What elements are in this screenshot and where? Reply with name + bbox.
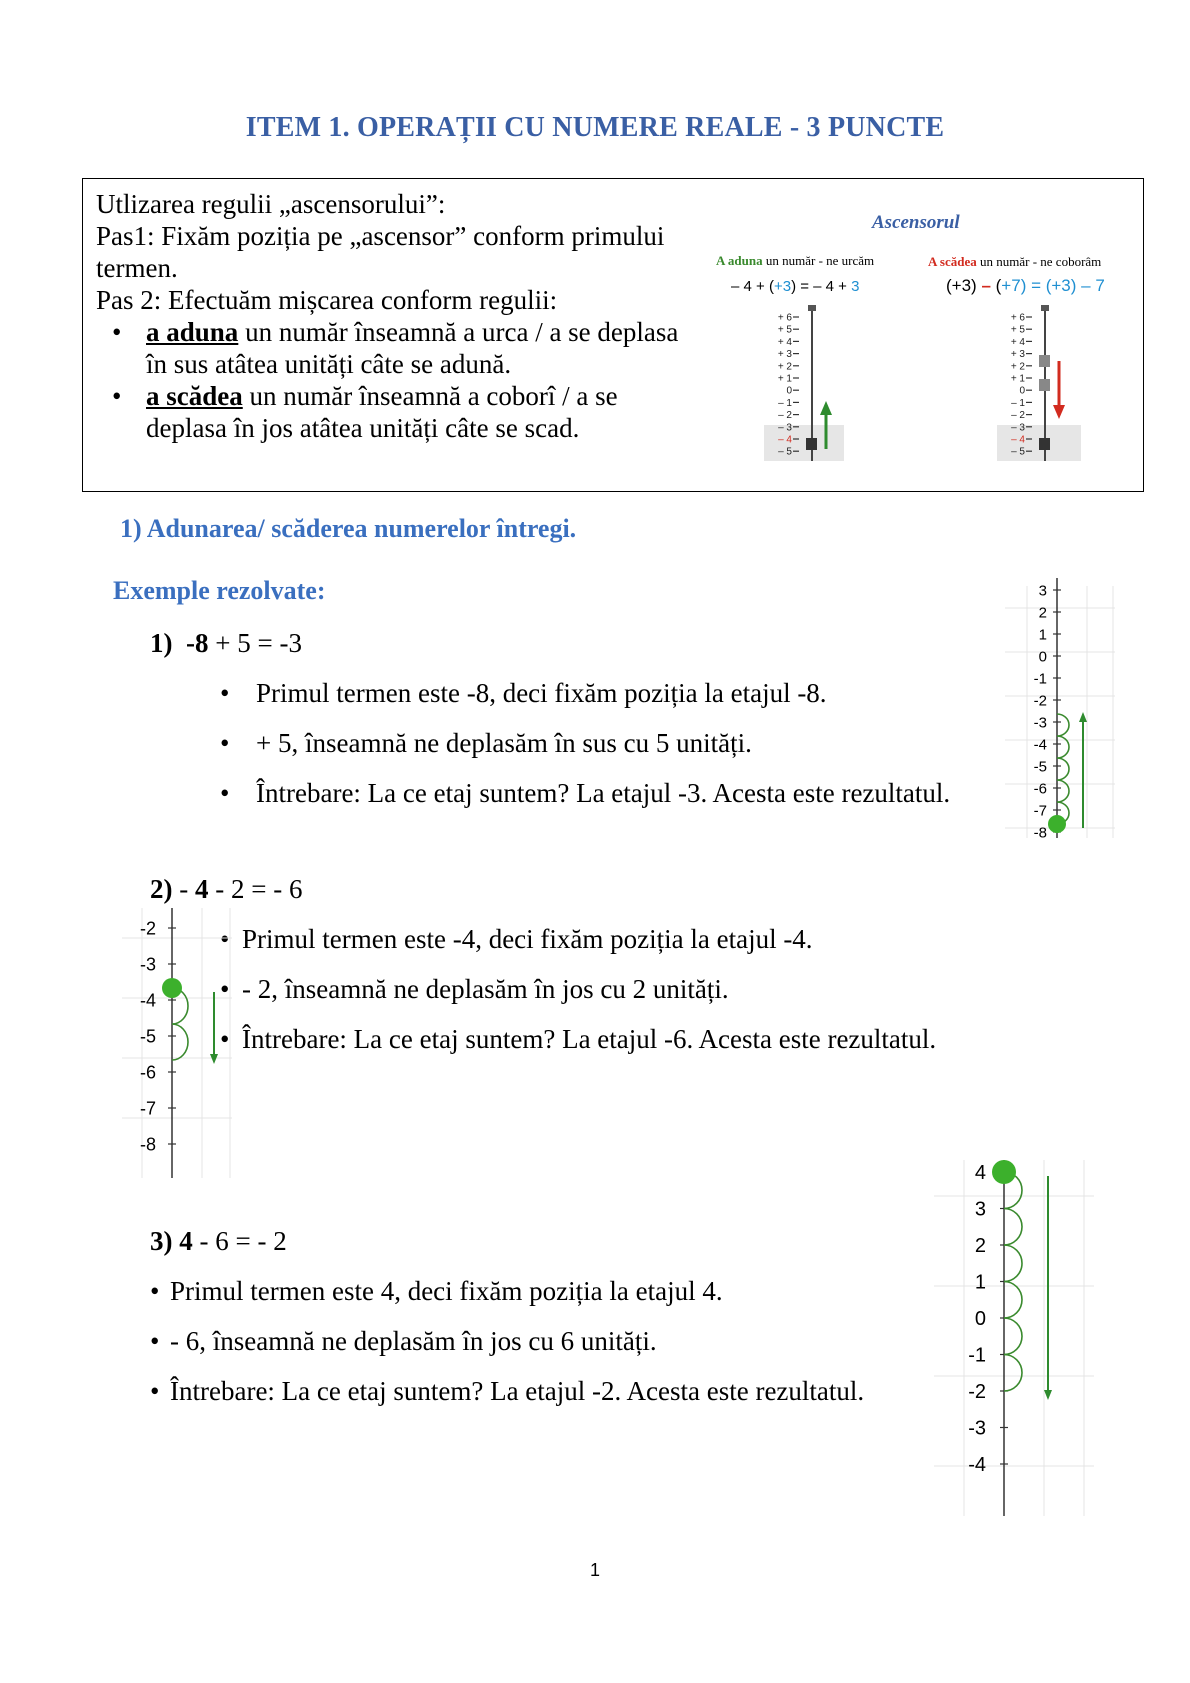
axis-tick-label: -1 — [1033, 670, 1047, 688]
down-arrow-icon — [1053, 405, 1065, 419]
examples-heading: Exemple rezolvate: — [113, 576, 326, 605]
axis-tick-label: -3 — [968, 1417, 986, 1440]
rule-bullet-sub-text-2: deplasa în jos atâtea unități câte se scad. — [146, 413, 580, 443]
example-expression-rest: - 2 = - 6 — [208, 874, 303, 904]
axis-tick-label: – 5 — [778, 446, 792, 458]
elevator-car-mid — [1039, 379, 1050, 391]
axis-tick-label: -5 — [1033, 758, 1047, 776]
rule-bullet-add-text: un număr înseamnă a urca / a se deplasa — [238, 317, 679, 347]
example-number: 1) — [150, 628, 173, 658]
axis-tick-label: -2 — [1033, 692, 1047, 710]
rule-bullet-add — [96, 316, 706, 380]
number-line-example-3 — [934, 1160, 1094, 1516]
axis-tick-label: 2 — [1038, 604, 1047, 622]
rule-line-4: Pas 2: Efectuăm mișcarea conform regulii: — [96, 285, 558, 315]
axis-tick-label: + 3 — [777, 349, 792, 361]
bullet-text: - 2, înseamnă ne deplasăm în jos cu 2 unități. — [242, 974, 729, 1004]
bullet-dot: • — [150, 1276, 160, 1306]
rule-bullets — [96, 316, 706, 444]
up-arrow-icon — [820, 401, 832, 415]
bullet-dot: • — [220, 778, 230, 808]
example-expression-rest: + 5 = -3 — [208, 628, 302, 658]
elevator-sub-diagram — [993, 305, 1085, 463]
elevator-car — [806, 438, 817, 450]
axis-tick-label: -1 — [968, 1344, 986, 1367]
elevator-shade — [764, 425, 844, 461]
rule-text — [96, 188, 706, 444]
axis-tick-label: – 1 — [1011, 397, 1025, 409]
start-point-marker — [162, 978, 182, 998]
axis-tick-label: -7 — [139, 1098, 156, 1119]
example-first-term: 4 — [179, 1226, 193, 1256]
axis-tick-label: + 2 — [777, 361, 792, 373]
elevator-top-cap — [808, 305, 816, 311]
example-expression-pre: - — [172, 874, 195, 904]
bullet-dot: • — [220, 678, 230, 708]
keyword-sub: a scădea — [146, 381, 243, 411]
axis-tick-label: + 6 — [1010, 312, 1025, 324]
axis-tick-label: 1 — [1038, 626, 1047, 644]
jump-arc — [1057, 736, 1069, 758]
bullet-text: + 5, înseamnă ne deplasăm în sus cu 5 unități. — [256, 728, 752, 758]
bullet-dot: • — [220, 924, 230, 954]
number-line-example-1 — [1005, 576, 1117, 838]
axis-tick-label: + 5 — [1010, 324, 1025, 336]
axis-tick-label: 2 — [974, 1235, 986, 1257]
bullet-dot: • — [150, 1326, 160, 1356]
example-first-term: 4 — [195, 874, 209, 904]
bullet-text: Întrebare: La ce etaj suntem? La etajul -2. Acesta este rezultatul. — [170, 1376, 865, 1406]
rule-line-3: termen. — [96, 253, 178, 283]
axis-tick-label: -3 — [1033, 714, 1047, 732]
elevator-top-cap — [1041, 305, 1049, 311]
start-point-marker — [992, 1160, 1016, 1184]
axis-tick-label: -8 — [1033, 824, 1047, 838]
sub-formula-part-3: ( — [990, 276, 1002, 295]
bullet-dot: • — [220, 728, 230, 758]
elevator-car-end — [1039, 438, 1050, 450]
sub-caption-text: un număr - ne coborâm — [976, 254, 1102, 269]
start-point-marker — [1048, 815, 1066, 833]
add-caption-text: un număr - ne urcăm — [762, 253, 875, 268]
sub-formula-part-1: (+3) — [946, 276, 982, 295]
rule-bullet-sub — [96, 380, 706, 444]
jump-arc — [1004, 1245, 1022, 1282]
axis-tick-label: – 2 — [1011, 410, 1025, 422]
example-1-expression — [150, 628, 302, 659]
example-1-bullet-2 — [220, 728, 752, 759]
axis-tick-label: – 3 — [1011, 422, 1025, 434]
add-formula-part-1: – 4 + ( — [731, 278, 774, 295]
axis-tick-label: 3 — [974, 1198, 986, 1221]
sub-caption-keyword: A scădea — [928, 254, 977, 269]
axis-tick-label: 0 — [1019, 385, 1025, 397]
up-arrow-icon — [1079, 712, 1087, 722]
axis-tick-label: 0 — [974, 1308, 986, 1330]
axis-tick-label: – 3 — [778, 422, 792, 434]
axis-tick-label: 3 — [1038, 582, 1047, 600]
jump-arc — [172, 1024, 188, 1060]
bullet-text: Întrebare: La ce etaj suntem? La etajul -6. Acesta este rezultatul. — [242, 1024, 937, 1054]
rule-bullet-sub-text: un număr înseamnă a coborî / a se — [242, 381, 618, 411]
sub-formula-part-6: – 7 — [1081, 276, 1105, 295]
axis-tick-label: – 5 — [1011, 446, 1025, 458]
bullet-dot: • — [220, 974, 230, 1004]
rule-bullet-add-text-2: în sus atâtea unități câte se adună. — [146, 349, 512, 379]
sub-formula — [946, 276, 1105, 296]
axis-tick-label: 0 — [1038, 648, 1047, 666]
example-number: 2) — [150, 874, 173, 904]
add-caption-keyword: A aduna — [716, 253, 763, 268]
add-formula — [731, 278, 859, 295]
page-number: 1 — [589, 1560, 600, 1580]
axis-tick-label: -2 — [968, 1381, 986, 1403]
keyword-add: a aduna — [146, 317, 239, 347]
elevator-car-start — [1039, 355, 1050, 367]
bullet-text: - 6, înseamnă ne deplasăm în jos cu 6 unități. — [170, 1326, 657, 1356]
jump-arc — [1004, 1209, 1022, 1246]
add-formula-part-4: 3 — [851, 278, 860, 295]
add-formula-part-2: +3 — [773, 278, 792, 295]
axis-tick-label: – 2 — [778, 410, 792, 422]
example-3-bullet-2 — [150, 1326, 657, 1357]
example-2-expression — [150, 874, 302, 905]
sub-formula-part-5: ) = (+3) — [1020, 276, 1082, 295]
axis-tick-label: – 4 — [778, 434, 792, 446]
axis-tick-label: + 5 — [777, 324, 792, 336]
axis-tick-label: – 4 — [1011, 434, 1025, 446]
bullet-text: Întrebare: La ce etaj suntem? La etajul -3. Acesta este rezultatul. — [256, 778, 951, 808]
down-arrow-icon — [1044, 1390, 1052, 1400]
axis-tick-label: + 3 — [1010, 349, 1025, 361]
bullet-dot: • — [220, 1024, 230, 1054]
axis-tick-label: -5 — [139, 1026, 156, 1047]
axis-tick-label: -6 — [1033, 780, 1047, 798]
down-arrow-icon — [210, 1054, 218, 1064]
axis-tick-label: 0 — [786, 385, 792, 397]
example-2-bullet-3 — [220, 1024, 936, 1055]
sub-caption — [928, 254, 1101, 270]
bullet-dot: • — [150, 1376, 160, 1406]
sub-formula-part-2: – — [981, 276, 991, 295]
bullet-dot: • — [112, 317, 122, 347]
axis-tick-label: + 4 — [1010, 336, 1025, 348]
example-3-expression — [150, 1226, 287, 1257]
axis-tick-label: + 2 — [1010, 361, 1025, 373]
jump-arc — [1057, 714, 1069, 736]
add-caption — [716, 253, 874, 269]
example-2-bullet-2 — [220, 974, 729, 1005]
section-heading: 1) Adunarea/ scăderea numerelor întregi. — [120, 514, 577, 543]
example-3-bullet-3 — [150, 1376, 864, 1407]
rule-line-1: Utlizarea regulii „ascensorului”: — [96, 189, 446, 219]
example-2-bullet-1 — [220, 924, 813, 955]
jump-arc — [1004, 1318, 1022, 1355]
axis-tick-label: 1 — [974, 1271, 986, 1294]
example-first-term: -8 — [186, 628, 209, 658]
axis-tick-label: -7 — [1033, 802, 1047, 820]
example-1-bullet-3 — [220, 778, 950, 809]
example-3-bullet-1 — [150, 1276, 723, 1307]
axis-tick-label: – 1 — [778, 397, 792, 409]
bullet-text: Primul termen este -4, deci fixăm poziția la etajul -4. — [242, 924, 813, 954]
elevator-add-diagram — [760, 305, 850, 463]
number-line-example-2 — [122, 908, 232, 1178]
page-title: ITEM 1. OPERAȚII CU NUMERE REALE - 3 PUNCTE — [245, 112, 945, 143]
axis-tick-label: + 1 — [1010, 373, 1025, 385]
jump-arc — [1057, 780, 1069, 802]
axis-tick-label: -4 — [968, 1454, 986, 1476]
axis-tick-label: -6 — [139, 1062, 156, 1083]
axis-tick-label: -2 — [139, 918, 156, 939]
bullet-text: Primul termen este 4, deci fixăm poziția la etajul 4. — [170, 1276, 723, 1306]
axis-tick-label: -3 — [139, 954, 156, 975]
example-number: 3) — [150, 1226, 173, 1256]
example-1-bullet-1 — [220, 678, 827, 709]
bullet-dot: • — [112, 381, 122, 411]
axis-tick-label: + 1 — [777, 373, 792, 385]
bullet-text: Primul termen este -8, deci fixăm poziția la etajul -8. — [256, 678, 827, 708]
jump-arc — [1057, 758, 1069, 780]
axis-tick-label: -4 — [1033, 736, 1047, 754]
axis-tick-label: + 6 — [777, 312, 792, 324]
axis-tick-label: -8 — [139, 1134, 156, 1155]
axis-tick-label: 4 — [974, 1162, 986, 1184]
elevator-title: Ascensorul — [872, 212, 960, 233]
add-formula-part-3: ) = – 4 + — [791, 278, 852, 295]
jump-arc — [1004, 1282, 1022, 1319]
example-expression-rest: - 6 = - 2 — [192, 1226, 287, 1256]
axis-tick-label: -4 — [139, 990, 156, 1011]
sub-formula-part-4: +7 — [1001, 276, 1021, 295]
axis-tick-label: + 4 — [777, 336, 792, 348]
rule-line-2: Pas1: Fixăm poziția pe „ascensor” conform primului — [96, 221, 665, 251]
jump-arc — [1004, 1355, 1022, 1392]
